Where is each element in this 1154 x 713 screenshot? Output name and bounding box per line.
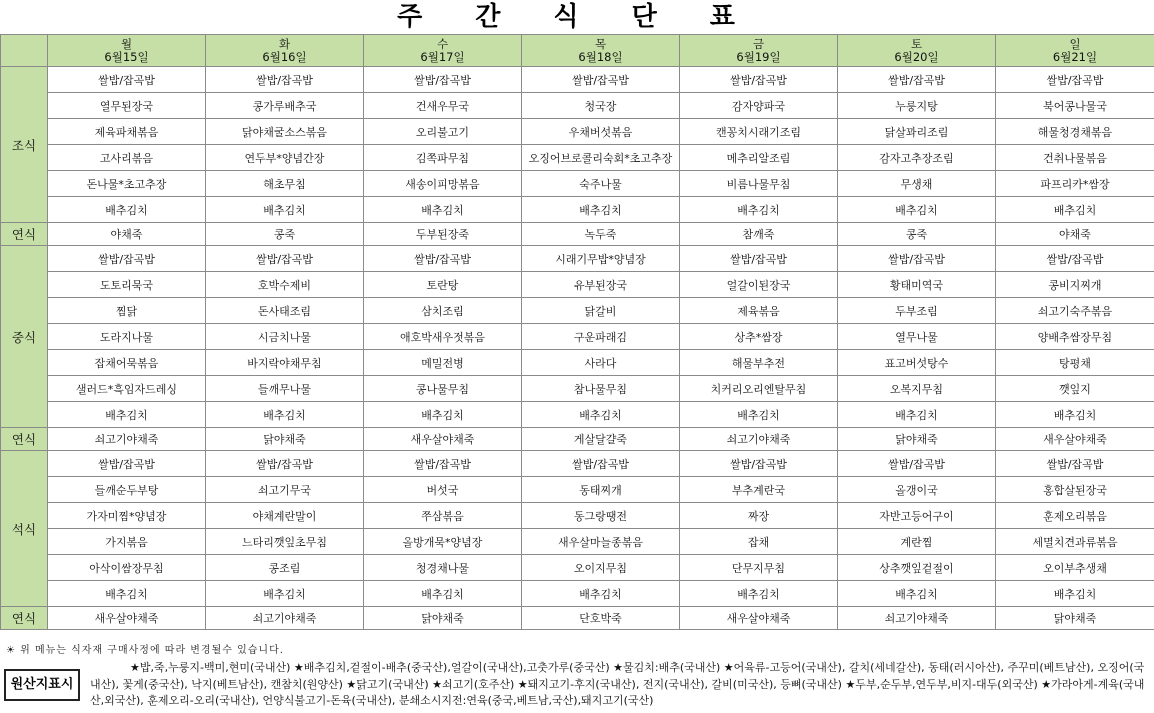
menu-cell: 쌀밥/잡곡밥 — [206, 246, 364, 272]
menu-cell: 콩조림 — [206, 555, 364, 581]
menu-cell: 쌀밥/잡곡밥 — [48, 67, 206, 93]
menu-cell: 메추리알조림 — [680, 145, 838, 171]
menu-cell-main: 두부조림 — [838, 298, 996, 324]
menu-cell: 배추김치 — [206, 581, 364, 607]
menu-cell-main: 우채버섯볶음 — [522, 119, 680, 145]
menu-cell: 건새우무국 — [364, 93, 522, 119]
menu-cell: 새우살야채죽 — [680, 607, 838, 630]
menu-cell: 오복지무침 — [838, 376, 996, 402]
menu-cell: 치커리오리엔탈무침 — [680, 376, 838, 402]
day-header: 월 6월15일 — [48, 35, 206, 67]
menu-cell: 배추김치 — [680, 197, 838, 223]
breakfast-row — [1, 171, 1154, 197]
menu-cell: 들깨순두부탕 — [48, 477, 206, 503]
menu-cell: 깻잎지 — [996, 376, 1154, 402]
menu-cell: 새우살마늘종볶음 — [522, 529, 680, 555]
menu-cell: 샐러드*흑임자드레싱 — [48, 376, 206, 402]
menu-cell: 쌀밥/잡곡밥 — [364, 246, 522, 272]
lunch-row — [1, 376, 1154, 402]
menu-cell: 닭야채죽 — [838, 428, 996, 451]
menu-cell: 사라다 — [522, 350, 680, 376]
menu-cell: 쌀밥/잡곡밥 — [364, 67, 522, 93]
menu-cell: 유부된장국 — [522, 272, 680, 298]
menu-cell-main: 제육파채볶음 — [48, 119, 206, 145]
menu-cell: 상추*쌈장 — [680, 324, 838, 350]
menu-cell: 쌀밥/잡곡밥 — [522, 451, 680, 477]
dinner-row — [1, 529, 1154, 555]
lunch-row — [1, 324, 1154, 350]
menu-cell: 쌀밥/잡곡밥 — [838, 67, 996, 93]
menu-cell: 배추김치 — [996, 197, 1154, 223]
dinner-row — [1, 503, 1154, 529]
menu-cell: 김쪽파무침 — [364, 145, 522, 171]
menu-cell: 콩죽 — [206, 223, 364, 246]
menu-cell: 배추김치 — [48, 581, 206, 607]
menu-cell: 건취나물볶음 — [996, 145, 1154, 171]
menu-cell: 열무나물 — [838, 324, 996, 350]
day-header: 화 6월16일 — [206, 35, 364, 67]
menu-cell: 닭야채죽 — [364, 607, 522, 630]
menu-cell-main: 야채계란말이 — [206, 503, 364, 529]
day-header: 수 6월17일 — [364, 35, 522, 67]
menu-cell: 배추김치 — [206, 197, 364, 223]
meal-label-dinner: 석식 — [1, 451, 48, 607]
menu-cell: 쇠고기야채죽 — [206, 607, 364, 630]
menu-cell: 배추김치 — [522, 581, 680, 607]
breakfast-row — [1, 93, 1154, 119]
menu-cell: 상추깻잎겉절이 — [838, 555, 996, 581]
weekly-menu-table — [0, 34, 1154, 630]
menu-cell: 콩가루배추국 — [206, 93, 364, 119]
menu-cell: 쌀밥/잡곡밥 — [364, 451, 522, 477]
menu-cell-main: 해물청경채볶음 — [996, 119, 1154, 145]
lunch-row — [1, 402, 1154, 428]
menu-cell-main: 동그랑땡전 — [522, 503, 680, 529]
menu-cell: 청경채나물 — [364, 555, 522, 581]
menu-cell: 고사리볶음 — [48, 145, 206, 171]
lunch-row — [1, 246, 1154, 272]
menu-cell: 바지락야채무침 — [206, 350, 364, 376]
menu-cell: 토란탕 — [364, 272, 522, 298]
menu-cell: 부추계란국 — [680, 477, 838, 503]
menu-cell-main: 오리불고기 — [364, 119, 522, 145]
menu-cell: 배추김치 — [996, 402, 1154, 428]
origin-label: 원산지표시 — [4, 669, 80, 701]
menu-cell-main: 닭야채굴소스볶음 — [206, 119, 364, 145]
snack-row — [1, 607, 1154, 630]
menu-cell: 참깨죽 — [680, 223, 838, 246]
menu-cell: 배추김치 — [364, 197, 522, 223]
menu-cell: 양배추쌈장무침 — [996, 324, 1154, 350]
corner-cell — [1, 35, 48, 67]
menu-cell-main: 짜장 — [680, 503, 838, 529]
menu-cell: 배추김치 — [838, 581, 996, 607]
menu-cell: 연두부*양념간장 — [206, 145, 364, 171]
menu-cell: 감자양파국 — [680, 93, 838, 119]
menu-cell: 콩비지찌개 — [996, 272, 1154, 298]
menu-cell: 시금치나물 — [206, 324, 364, 350]
menu-cell: 쌀밥/잡곡밥 — [838, 451, 996, 477]
menu-cell: 배추김치 — [838, 402, 996, 428]
menu-cell: 단호박죽 — [522, 607, 680, 630]
menu-cell: 쌀밥/잡곡밥 — [680, 246, 838, 272]
menu-cell: 쇠고기무국 — [206, 477, 364, 503]
menu-cell: 배추김치 — [680, 581, 838, 607]
menu-cell: 배추김치 — [996, 581, 1154, 607]
menu-cell: 해물부추전 — [680, 350, 838, 376]
menu-cell: 애호박새우젓볶음 — [364, 324, 522, 350]
dinner-row — [1, 451, 1154, 477]
meal-label-snack: 연식 — [1, 223, 48, 246]
menu-cell: 오이부추생채 — [996, 555, 1154, 581]
menu-cell: 도라지나물 — [48, 324, 206, 350]
menu-cell: 세멸치견과류볶음 — [996, 529, 1154, 555]
breakfast-row — [1, 145, 1154, 171]
menu-cell: 배추김치 — [206, 402, 364, 428]
menu-cell: 쌀밥/잡곡밥 — [48, 451, 206, 477]
menu-cell: 배추김치 — [522, 402, 680, 428]
menu-cell: 닭야채죽 — [206, 428, 364, 451]
menu-cell: 탕평채 — [996, 350, 1154, 376]
menu-cell: 해초무침 — [206, 171, 364, 197]
menu-cell: 배추김치 — [680, 402, 838, 428]
menu-cell: 녹두죽 — [522, 223, 680, 246]
menu-cell: 참나물무침 — [522, 376, 680, 402]
menu-cell: 게살달걀죽 — [522, 428, 680, 451]
menu-cell: 쌀밥/잡곡밥 — [522, 67, 680, 93]
menu-cell: 표고버섯탕수 — [838, 350, 996, 376]
menu-cell: 잡채 — [680, 529, 838, 555]
day-header: 토 6월20일 — [838, 35, 996, 67]
lunch-row — [1, 350, 1154, 376]
dinner-row — [1, 581, 1154, 607]
menu-cell: 가지볶음 — [48, 529, 206, 555]
menu-cell: 단무지무침 — [680, 555, 838, 581]
menu-cell: 쇠고기야채죽 — [838, 607, 996, 630]
menu-cell: 닭야채죽 — [996, 607, 1154, 630]
meal-label-breakfast: 조식 — [1, 67, 48, 223]
menu-cell: 오이지무침 — [522, 555, 680, 581]
menu-cell: 쌀밥/잡곡밥 — [680, 67, 838, 93]
menu-cell-main: 삼치조림 — [364, 298, 522, 324]
meal-label-snack: 연식 — [1, 428, 48, 451]
breakfast-row — [1, 197, 1154, 223]
menu-cell: 잡채어묵볶음 — [48, 350, 206, 376]
snack-row — [1, 223, 1154, 246]
menu-cell: 야채죽 — [48, 223, 206, 246]
menu-cell: 쌀밥/잡곡밥 — [206, 67, 364, 93]
day-header-row — [1, 35, 1154, 67]
menu-cell: 동태찌개 — [522, 477, 680, 503]
menu-cell: 배추김치 — [364, 402, 522, 428]
breakfast-row — [1, 119, 1154, 145]
menu-cell: 쌀밥/잡곡밥 — [206, 451, 364, 477]
menu-cell: 들깨무나물 — [206, 376, 364, 402]
menu-cell: 열무된장국 — [48, 93, 206, 119]
menu-cell: 쌀밥/잡곡밥 — [996, 67, 1154, 93]
menu-cell: 새송이피망볶음 — [364, 171, 522, 197]
dinner-row — [1, 555, 1154, 581]
menu-cell: 버섯국 — [364, 477, 522, 503]
meal-label-snack: 연식 — [1, 607, 48, 630]
menu-cell: 새우살야채죽 — [48, 607, 206, 630]
menu-cell-main: 훈제오리볶음 — [996, 503, 1154, 529]
breakfast-row — [1, 67, 1154, 93]
menu-cell-main: 자반고등어구이 — [838, 503, 996, 529]
menu-cell: 도토리묵국 — [48, 272, 206, 298]
menu-cell-main: 가자미찜*양념장 — [48, 503, 206, 529]
origin-text: ★밥,죽,누룽지-백미,현미(국내산) ★배추김치,겉절이-배추(중국산),얼갈이(국내산),고춧가루(중국산) ★물김치:배추(국내산) ★어육류-고등어(국내산), 갈치(세네갈산), 동태(러시아산), 주꾸미(베트남산), 오징어(국내산), 꽃게(중국산), 낙지(베트남산), 캔참치(원양산) ★닭고기(국내산) ★쇠고기(호주산) ★돼지고기-후지(국내산), 전지(국내산), 갈비(미국산), 등뼈(국내산) ★두부,순두부,연두부,비지-대두(외국산) ★가라아게-계육(국내산,외국산), 훈제오리-오리(국내산), 언양식불고기-돈육(국내산), 분쇄소시지전:연육(중국,베트남,국산),돼지고기(국산) — [90, 661, 1145, 707]
menu-cell: 호박수제비 — [206, 272, 364, 298]
menu-cell: 쇠고기야채죽 — [48, 428, 206, 451]
menu-cell: 콩죽 — [838, 223, 996, 246]
menu-cell: 감자고추장조림 — [838, 145, 996, 171]
menu-cell: 야채죽 — [996, 223, 1154, 246]
menu-cell: 아삭이쌈장무침 — [48, 555, 206, 581]
menu-cell: 돈나물*초고추장 — [48, 171, 206, 197]
menu-cell: 누룽지탕 — [838, 93, 996, 119]
menu-cell: 홍합살된장국 — [996, 477, 1154, 503]
menu-cell: 숙주나물 — [522, 171, 680, 197]
menu-cell: 배추김치 — [48, 197, 206, 223]
menu-cell: 올방개묵*양념장 — [364, 529, 522, 555]
menu-cell: 배추김치 — [48, 402, 206, 428]
menu-change-note: ☀ 위 메뉴는 식자재 구매사정에 따라 변경될수 있습니다. — [6, 645, 284, 656]
lunch-row — [1, 272, 1154, 298]
menu-cell-main: 찜닭 — [48, 298, 206, 324]
day-header: 일 6월21일 — [996, 35, 1154, 67]
day-header: 금 6월19일 — [680, 35, 838, 67]
menu-cell-main: 돈사태조림 — [206, 298, 364, 324]
menu-cell: 황태미역국 — [838, 272, 996, 298]
menu-cell: 쌀밥/잡곡밥 — [996, 246, 1154, 272]
menu-cell: 구운파래김 — [522, 324, 680, 350]
menu-cell: 무생채 — [838, 171, 996, 197]
menu-cell-main: 쇠고기숙주볶음 — [996, 298, 1154, 324]
menu-cell: 메밀전병 — [364, 350, 522, 376]
menu-cell: 북어콩나물국 — [996, 93, 1154, 119]
menu-cell: 느타리깻잎초무침 — [206, 529, 364, 555]
menu-cell: 계란찜 — [838, 529, 996, 555]
menu-cell-main: 제육볶음 — [680, 298, 838, 324]
day-header: 목 6월18일 — [522, 35, 680, 67]
menu-cell: 배추김치 — [364, 581, 522, 607]
menu-cell: 콩나물무침 — [364, 376, 522, 402]
menu-cell: 쌀밥/잡곡밥 — [48, 246, 206, 272]
menu-cell-main: 닭살꽈리조림 — [838, 119, 996, 145]
menu-cell: 새우살야채죽 — [364, 428, 522, 451]
meal-label-lunch: 중식 — [1, 246, 48, 428]
dinner-row — [1, 477, 1154, 503]
snack-row — [1, 428, 1154, 451]
page-title: 주 간 식 단 표 — [397, 2, 757, 32]
menu-cell: 쇠고기야채죽 — [680, 428, 838, 451]
menu-cell-main: 쭈삼볶음 — [364, 503, 522, 529]
menu-cell: 두부된장죽 — [364, 223, 522, 246]
menu-cell: 얼갈이된장국 — [680, 272, 838, 298]
menu-cell: 파프리카*쌈장 — [996, 171, 1154, 197]
menu-cell: 쌀밥/잡곡밥 — [680, 451, 838, 477]
menu-cell: 쌀밥/잡곡밥 — [996, 451, 1154, 477]
menu-cell: 비름나물무침 — [680, 171, 838, 197]
menu-cell: 시래기무밥*양념장 — [522, 246, 680, 272]
menu-cell-main: 닭갈비 — [522, 298, 680, 324]
menu-cell: 올갱이국 — [838, 477, 996, 503]
menu-cell: 청국장 — [522, 93, 680, 119]
menu-cell: 오징어브로콜리숙회*초고추장 — [522, 145, 680, 171]
menu-cell: 배추김치 — [838, 197, 996, 223]
menu-cell: 배추김치 — [522, 197, 680, 223]
menu-cell: 쌀밥/잡곡밥 — [838, 246, 996, 272]
lunch-row — [1, 298, 1154, 324]
menu-cell-main: 캔꽁치시래기조림 — [680, 119, 838, 145]
menu-cell: 새우살야채죽 — [996, 428, 1154, 451]
